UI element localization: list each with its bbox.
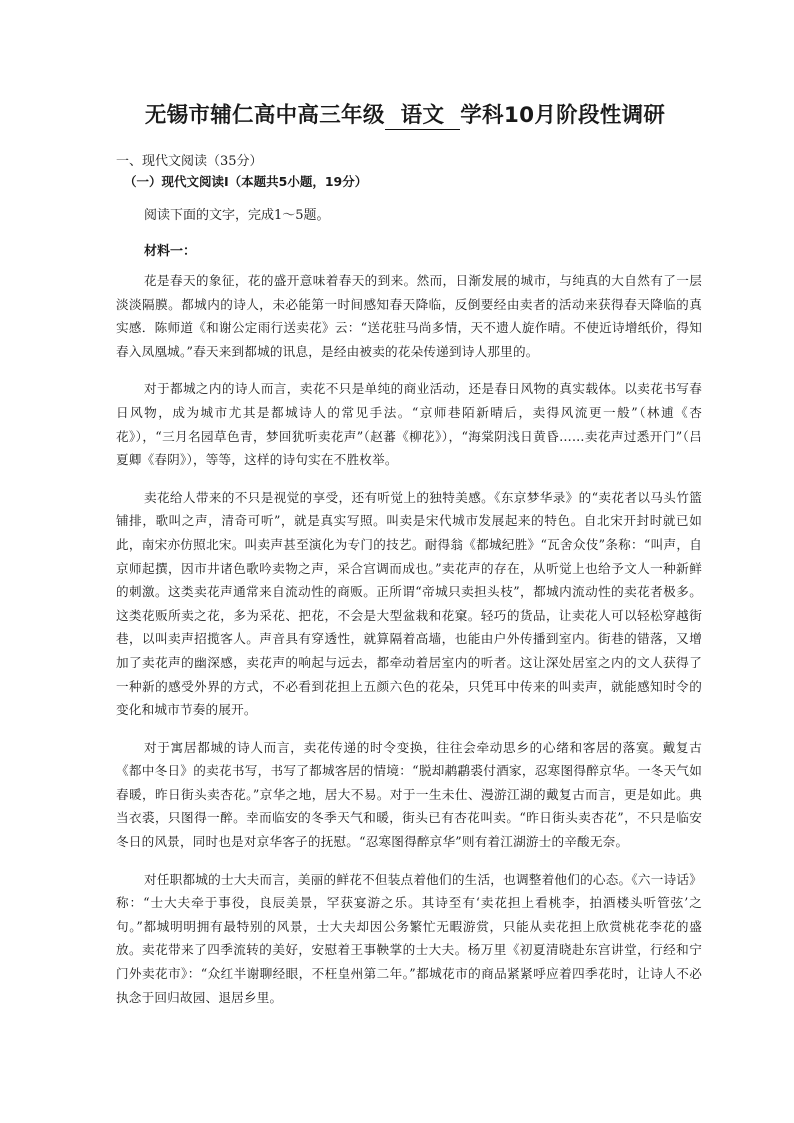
paragraph: 对于都城之内的诗人而言，卖花不只是单纯的商业活动，还是春日风物的真实载体。以卖花书写春日风物，成为城市尤其是都城诗人的常见手法。“京师巷陌新晴后，卖得风流更一般”（林逋《杏花》），“三月名园草色青，梦回犹听卖花声”（赵蕃《柳花》），“海棠阴浅日黄昏……卖花声过悉开门”（吕夏卿《春阴》），等等，这样的诗句实在不胜枚举。	[116, 381, 703, 468]
material-label: 材料一：	[144, 244, 197, 259]
title-prefix: 无锡市辅仁高中高三年级	[144, 103, 385, 128]
subsection-heading: （一）现代文阅读Ⅰ（本题共5小题，19分）	[124, 174, 368, 189]
paragraph: 卖花给人带来的不只是视觉的享受，还有听觉上的独特美感。《东京梦华录》的“卖花者以马头竹篮铺排，歌叫之声，清奇可听”，就是真实写照。叫卖是宋代城市发展起来的特色。自北宋开封时就已如此，南宋亦仿照北宋。叫卖声甚至演化为专门的技艺。耐得翁《都城纪胜》“瓦舍众伎”条称：“叫声，自京师起撰，因市井诸色歌吟卖物之声，采合宫调而成也。”卖花声的存在，从听觉上也给予文人一种新鲜的刺激。这类卖花声通常来自流动性的商贩。正所谓“帝城只卖担头枝”，都城内流动性的卖花者极多。这类花贩所卖之花，多为采花、把花，不会是大型盆栽和花窠。轻巧的货品，让卖花人可以轻松穿越街巷，以叫卖声招揽客人。声音具有穿透性，就算隔着高墙，也能由户外传播到室内。街巷的错落，又增加了卖花声的幽深感，卖花声的响起与远去，都牵动着居室内的听者。这让深处居室之内的文人获得了一种新的感受外界的方式，不必看到花担上五颜六色的花朵，只凭耳中传来的叫卖声，就能感知时令的变化和城市节奏的展开。	[116, 489, 702, 718]
title-suffix: 学科10月阶段性调研	[460, 103, 666, 128]
paragraph: 对于寓居都城的诗人而言，卖花传递的时令变换，往往会牵动思乡的心绪和客居的落寞。戴复古《都中冬日》的卖花书写，书写了都城客居的情境：“脱却鹔鹴裘付酒家，忍寒图得醉京华。一冬天气如春暖，昨日街头卖杏花。”京华之地，居大不易。对于一生未仕、漫游江湖的戴复古而言，更是如此。典当衣裘，只图得一醉。幸而临安的冬季天气和暖，街头已有杏花叫卖。“昨日街头卖杏花”，不只是临安冬日的风景，同时也是对京华客子的抚慰。“忍寒图得醉京华”则有着江湖游士的辛酸无奈。	[116, 739, 702, 850]
section-heading: 一、现代文阅读（35分）	[116, 154, 263, 169]
document-title	[108, 98, 702, 130]
paragraph: 对任职都城的士大夫而言，美丽的鲜花不但装点着他们的生活，也调整着他们的心态。《六一诗话》称：“士大夫牵于事役，良辰美景，罕获宴游之乐。其诗至有‘卖花担上看桃李，拍酒楼头听管弦’之句。”都城明明拥有最特别的风景，士大夫却因公务繁忙无暇游赏，只能从卖花担上欣赏桃花李花的盛放。卖花带来了四季流转的美好，安慰着王事鞅掌的士大夫。杨万里《初夏清晓赴东宫讲堂，行经和宁门外卖花市》：“众红半谢聊经眼，不枉皇州第二年。”都城花市的商品紧紧呼应着四季花时，让诗人不必执念于回归故园、退居乡里。	[116, 871, 702, 1005]
title-subject: 语文	[385, 98, 461, 130]
paragraph: 花是春天的象征，花的盛开意味着春天的到来。然而，日渐发展的城市，与纯真的大自然有了一层淡淡隔膜。都城内的诗人，未必能第一时间感知春天降临，反倒要经由卖者的活动来获得春天降临的真实感．陈师道《和谢公定雨行送卖花》云：“送花驻马尚多情，天不遗人旋作晴。不使近诗增纸价，得知春入凤凰城。”春天来到都城的讯息，是经由被卖的花朵传递到诗人那里的。	[116, 273, 702, 359]
instruction-text: 阅读下面的文字，完成1～5题。	[144, 208, 330, 223]
